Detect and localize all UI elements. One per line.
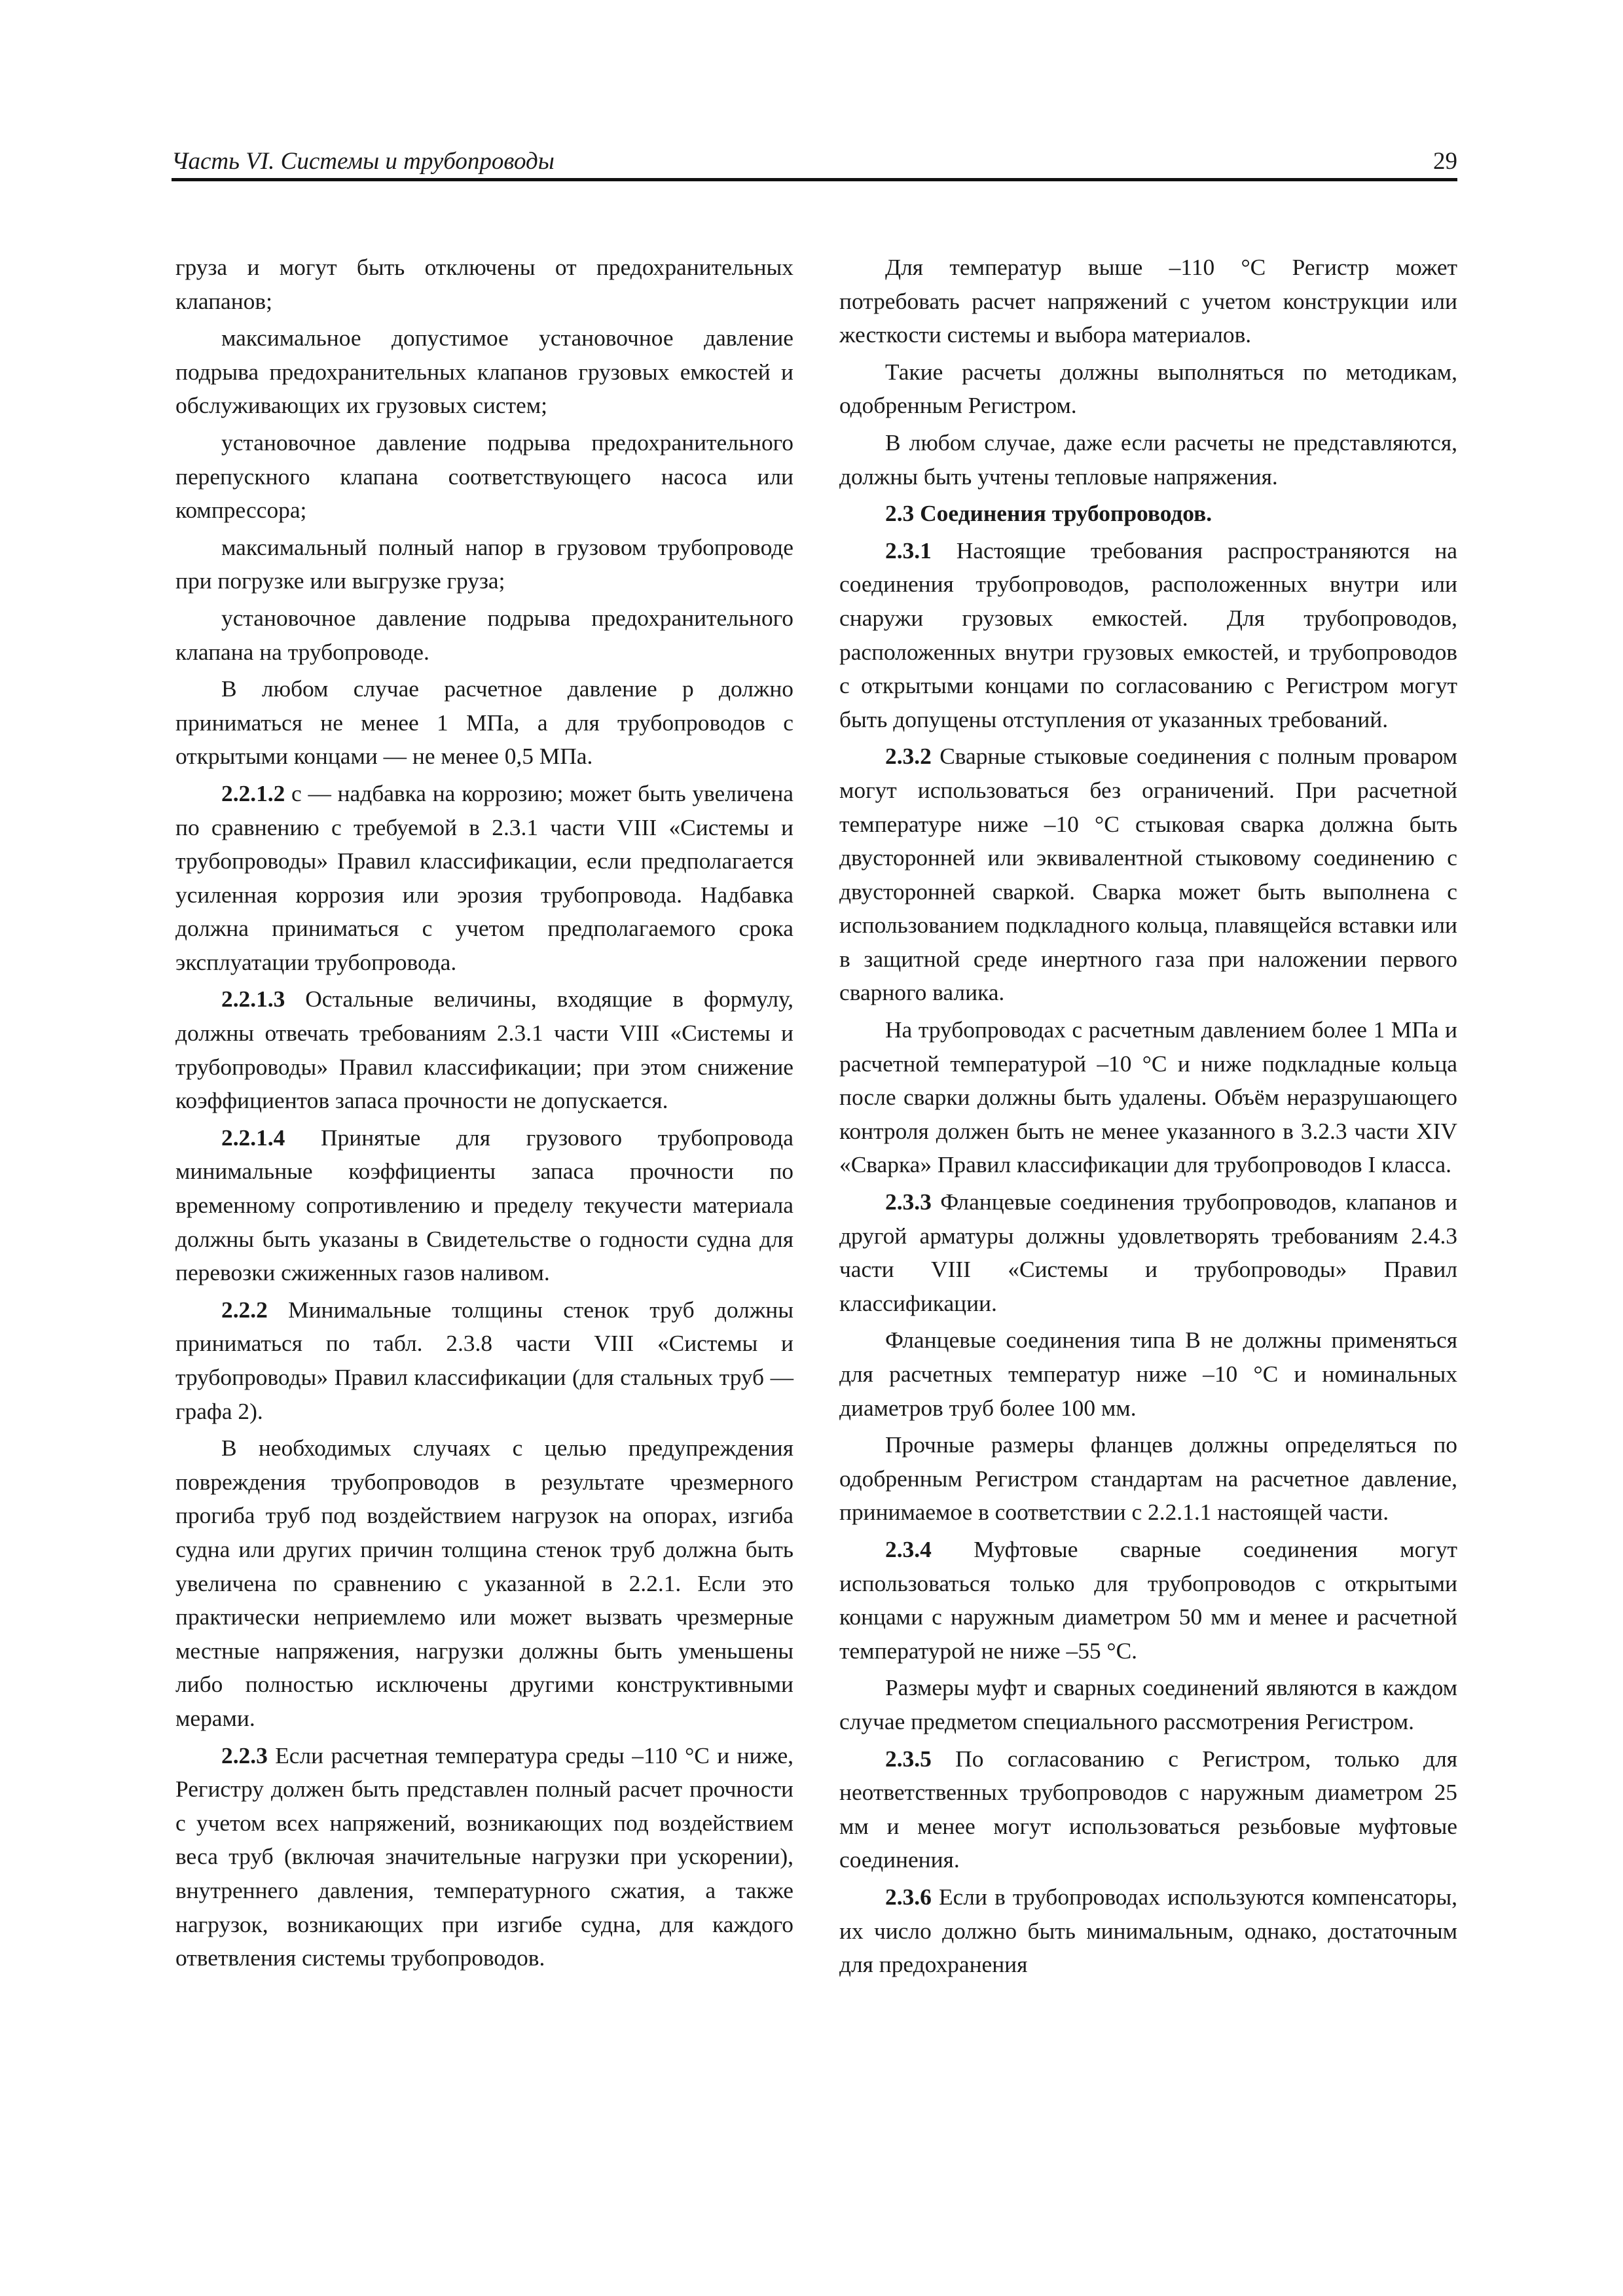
paragraph-text: Минимальные толщины стенок труб должны приниматься по табл. 2.3.8 части VIII «Системы и трубопроводы» Правил классификации (для стальных труб — графа 2).	[175, 1296, 793, 1424]
paragraph-text: В любом случае, даже если расчеты не представляются, должны быть учтены тепловые напряжения.	[839, 429, 1457, 490]
paragraph	[839, 1880, 1457, 1982]
paragraph-text: Фланцевые соединения типа В не должны применяться для расчетных температур ниже –10 °С и номинальных диаметров труб более 100 мм.	[839, 1327, 1457, 1421]
paragraph-text: Размеры муфт и сварных соединений являются в каждом случае предметом специального рассмотрения Регистром.	[839, 1674, 1457, 1734]
paragraph	[175, 1431, 793, 1735]
clause-number: 2.3.5	[885, 1745, 932, 1772]
paragraph	[839, 251, 1457, 352]
paragraph	[839, 740, 1457, 1010]
paragraph-text: Если в трубопроводах используются компенсаторы, их число должно быть минимальным, однако, достаточным для предохранения	[839, 1883, 1457, 1978]
clause-number: 2.2.2	[221, 1296, 268, 1323]
paragraph	[175, 1739, 793, 1975]
clause-number: 2.3.1	[885, 537, 932, 564]
paragraph-text: максимальный полный напор в грузовом трубопроводе при погрузке или выгрузке груза;	[175, 533, 793, 594]
paragraph	[839, 1013, 1457, 1182]
paragraph	[175, 1121, 793, 1290]
paragraph	[175, 531, 793, 598]
paragraph-text: установочное давление подрыва предохранительного перепускного клапана соответствующего насоса или компрессора;	[175, 429, 793, 524]
paragraph-text: На трубопроводах с расчетным давлением более 1 МПа и расчетной температурой –10 °С и ниже подкладные кольца после сварки должны быть удалены. Объём неразрушающего контроля должен быть не менее указанного в 3.2.3 части XIV «Сварка» Правил классификации для трубопроводов I класса.	[839, 1016, 1457, 1178]
clause-number: 2.3.2	[885, 743, 932, 770]
paragraph-text: максимальное допустимое установочное давление подрыва предохранительных клапанов грузовых емкостей и обслуживающих их грузовых систем;	[175, 325, 793, 419]
paragraph-text: В любом случае расчетное давление p должно приниматься не менее 1 МПа, а для трубопроводов с открытыми концами — не менее 0,5 МПа.	[175, 675, 793, 770]
paragraph	[839, 1428, 1457, 1530]
paragraph	[839, 426, 1457, 493]
paragraph-text: В необходимых случаях с целью предупреждения повреждения трубопроводов в результате чрезмерного прогиба труб под воздействием нагрузок на опорах, изгиба судна или других причин толщина стенок труб должна быть увеличена по сравнению с указанной в 2.2.1. Если это практически неприемлемо или может вызвать чрезмерные местные напряжения, нагрузки должны быть уменьшены либо полностью исключены другими конструктивными мерами.	[175, 1435, 793, 1731]
clause-number: 2.3.3	[885, 1189, 932, 1215]
clause-number: 2.3 Соединения трубопроводов.	[885, 500, 1213, 527]
paragraph-text: Настоящие требования распространяются на соединения трубопроводов, расположенных внутри или снаружи грузовых емкостей. Для трубопроводов, расположенных внутри грузовых емкостей, и трубопроводов с открытыми концами по согласованию с Регистром могут быть допущены отступления от указанных требований.	[839, 537, 1457, 732]
paragraph	[839, 497, 1457, 531]
clause-number: 2.2.1.3	[221, 986, 285, 1013]
paragraph-text: Если расчетная температура среды –110 °С и ниже, Регистру должен быть представлен полный расчет прочности с учетом всех напряжений, возникающих под воздействием веса труб (включая значительные нагрузки при ускорении), внутреннего давления, температурного сжатия, а также нагрузок, возникающих при изгибе судна, для каждого ответвления системы трубопроводов.	[175, 1742, 793, 1971]
paragraph-text: Фланцевые соединения трубопроводов, клапанов и другой арматуры должны удовлетворять требованиям 2.4.3 части VIII «Системы и трубопроводы» Правил классификации.	[839, 1189, 1457, 1316]
paragraph-text: Прочные размеры фланцев должны определяться по одобренным Регистром стандартам на расчетное давление, принимаемое в соответствии с 2.2.1.1 настоящей части.	[839, 1431, 1457, 1526]
paragraph	[175, 777, 793, 980]
paragraph	[839, 1742, 1457, 1877]
paragraph-text: Для температур выше –110 °С Регистр может потребовать расчет напряжений с учетом конструкции или жесткости системы и выбора материалов.	[839, 254, 1457, 348]
paragraph-text: Остальные величины, входящие в формулу, должны отвечать требованиям 2.3.1 части VIII «Системы и трубопроводы» Правил классификации; при этом снижение коэффициентов запаса прочности не допускается.	[175, 986, 793, 1114]
clause-number: 2.3.4	[885, 1535, 932, 1562]
paragraph	[839, 534, 1457, 737]
clause-number: 2.3.6	[885, 1883, 932, 1910]
paragraph-text: Сварные стыковые соединения с полным проваром могут использоваться без ограничений. При расчетной температуре ниже –10 °С стыковая сварка должна быть двусторонней или эквивалентной стыковому соединению с двусторонней сваркой. Сварка может быть выполнена с использованием подкладного кольца, плавящейся вставки или в защитной среде инертного газа при наложении первого сварного валика.	[839, 743, 1457, 1006]
paragraph	[839, 1671, 1457, 1738]
paragraph	[839, 1323, 1457, 1425]
paragraph	[175, 672, 793, 774]
paragraph-text: установочное давление подрыва предохранительного клапана на трубопроводе.	[175, 604, 793, 665]
paragraph-text: По согласованию с Регистром, только для неответственных трубопроводов с наружным диаметром 25 мм и менее могут использоваться резьбовые муфтовые соединения.	[839, 1745, 1458, 1873]
paragraph-text: c — надбавка на коррозию; может быть увеличена по сравнению с требуемой в 2.3.1 части VIII «Системы и трубопроводы» Правил классификации, если предполагается усиленная коррозия или эрозия трубопровода. Надбавка должна приниматься с учетом предполагаемого срока эксплуатации трубопровода.	[175, 780, 793, 975]
paragraph	[175, 982, 793, 1117]
clause-number: 2.2.1.4	[221, 1124, 285, 1151]
paragraph-text: груза и могут быть отключены от предохранительных клапанов;	[175, 254, 793, 314]
paragraph	[175, 426, 793, 528]
paragraph	[839, 1185, 1457, 1320]
paragraph	[175, 321, 793, 423]
paragraph	[175, 251, 793, 318]
paragraph-text: Такие расчеты должны выполняться по методикам, одобренным Регистром.	[839, 358, 1457, 419]
clause-number: 2.2.3	[221, 1742, 268, 1768]
left-column	[175, 251, 793, 1979]
paragraph-text: Муфтовые сварные соединения могут использоваться только для трубопроводов с открытыми концами с наружным диаметром 50 мм и менее и расчетной температурой не ниже –55 °С.	[839, 1535, 1457, 1664]
paragraph	[839, 355, 1457, 423]
right-column	[839, 251, 1457, 1985]
clause-number: 2.2.1.2	[221, 780, 285, 806]
paragraph	[175, 1293, 793, 1428]
running-title: Часть VI. Системы и трубопроводы	[172, 148, 555, 175]
paragraph	[175, 601, 793, 669]
paragraph	[839, 1533, 1457, 1668]
page-number: 29	[1433, 148, 1457, 175]
paragraph-text: Принятые для грузового трубопровода минимальные коэффициенты запаса прочности по временному сопротивлению и пределу текучести материала должны быть указаны в Свидетельстве о годности судна для перевозки сжиженных газов наливом.	[175, 1124, 793, 1286]
page-header	[172, 145, 1457, 181]
